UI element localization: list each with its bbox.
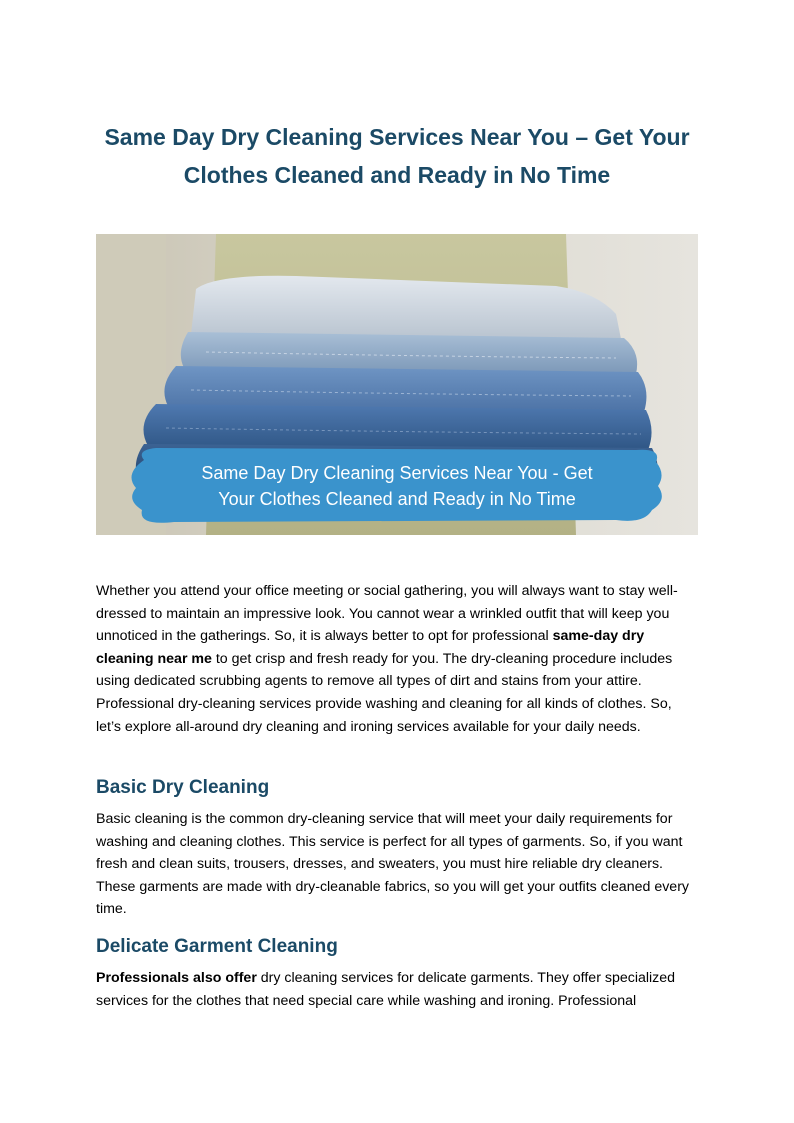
intro-paragraph — [96, 580, 698, 738]
intro-keyword-link: same-day dry cleaning near me — [96, 628, 645, 667]
hero-banner-text — [136, 460, 658, 512]
hero-image — [96, 234, 698, 535]
section-heading-basic: Basic Dry Cleaning — [96, 777, 270, 798]
hero-banner-line2: Your Clothes Cleaned and Ready in No Time — [218, 489, 576, 509]
intro-text-1: Whether you attend your office meeting or social gathering, you will always want to stay well-dressed to maintain an impressive look. You cannot wear a wrinkled outfit that will keep you unnoticed in the gatherings. So, it is always better to opt for professional — [96, 583, 678, 645]
hero-banner-line1: Same Day Dry Cleaning Services Near You - Get — [201, 463, 593, 483]
section-heading-delicate: Delicate Garment Cleaning — [96, 936, 338, 957]
section-paragraph-basic: Basic cleaning is the common dry-cleaning service that will meet your daily requirements for washing and cleaning clothes. This service is perfect for all types of garments. So, if you want fresh and clean suits, trousers, dresses, and sweaters, you must hire reliable dry cleaners. These garments are made with dry-cleanable fabrics, so you will get your outfits cleaned every time. — [96, 811, 690, 918]
intro-text-2: to get crisp and fresh ready for you. The dry-cleaning procedure includes using dedicated scrubbing agents to remove all types of dirt and stains from your attire. Professional dry-cleaning services provide washing and cleaning for all kinds of clothes. So, let’s explore all-around dry cleaning and ironing services available for your daily needs. — [96, 650, 673, 735]
page-title: Same Day Dry Cleaning Services Near You – Get Your Clothes Cleaned and Ready in No Time — [104, 124, 690, 188]
section-paragraph-delicate — [96, 967, 698, 1012]
section-delicate-text: dry cleaning services for delicate garments. They offer specialized services for the clothes that need special care while washing and ironing. Professional — [96, 970, 676, 1009]
section-delicate-bold: Professionals also offer — [96, 970, 257, 986]
